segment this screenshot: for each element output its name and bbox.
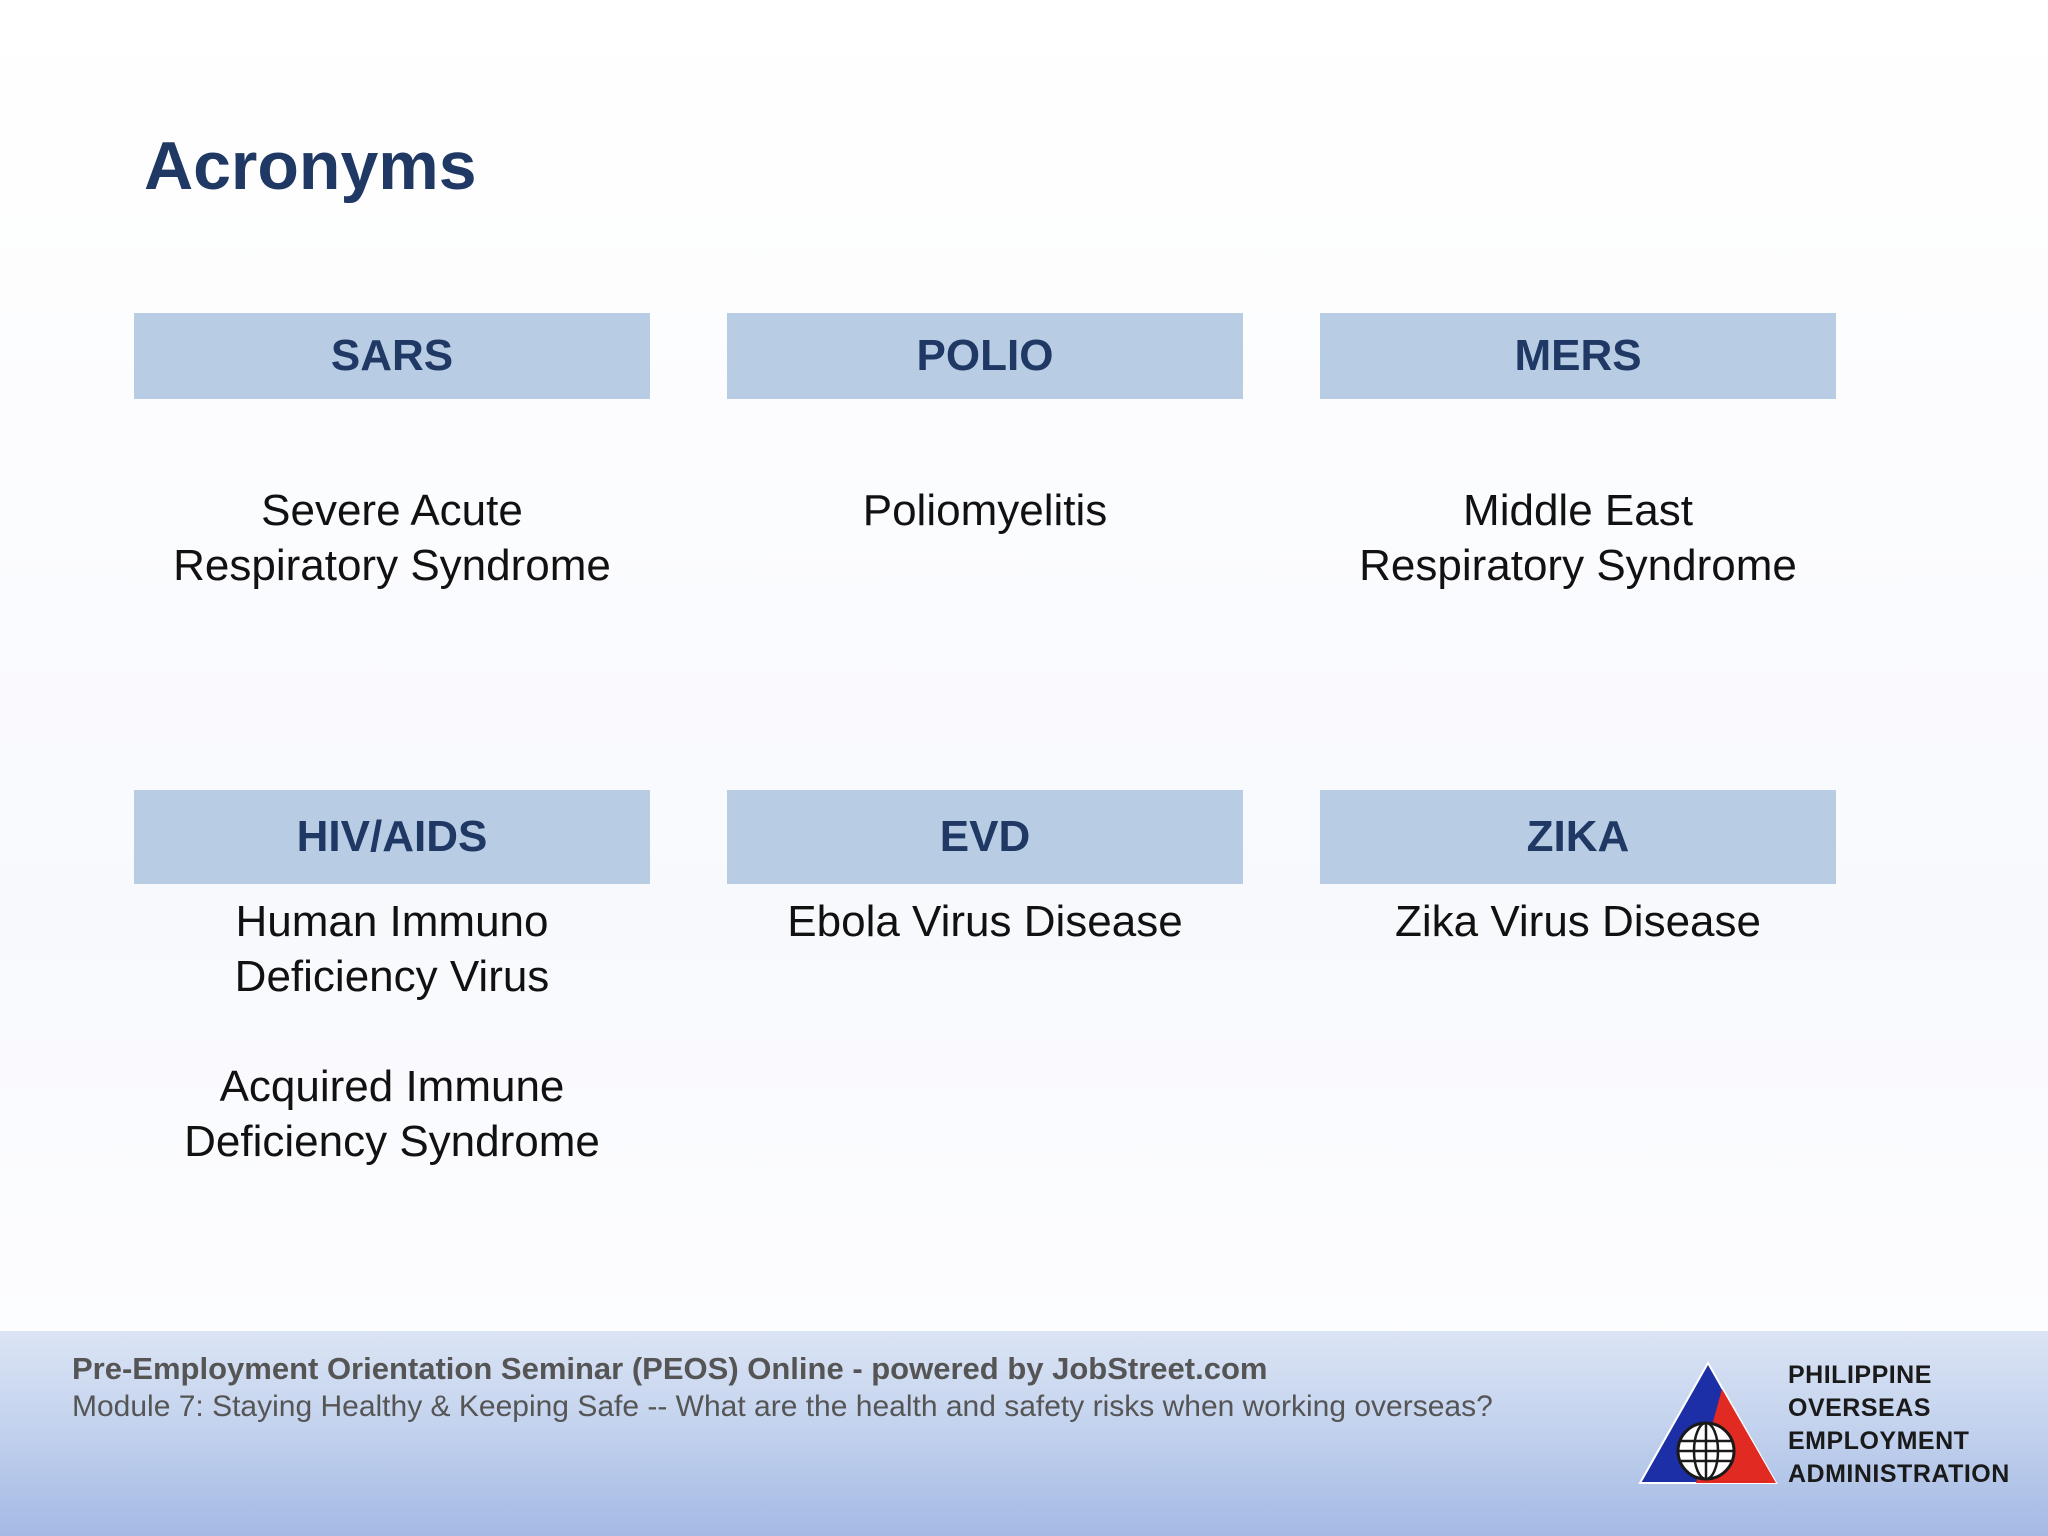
logo-line: ADMINISTRATION (1788, 1460, 2010, 1488)
poea-logo-icon (1636, 1359, 1780, 1487)
acronym-header: HIV/AIDS (134, 790, 650, 884)
logo-line: OVERSEAS (1788, 1394, 1931, 1422)
acronym-card-sars (134, 313, 650, 593)
acronym-card-mers (1320, 313, 1836, 593)
acronym-card-evd (727, 790, 1243, 949)
logo-line: PHILIPPINE (1788, 1361, 1932, 1389)
acronym-meaning: Human Immuno Deficiency Virus Acquired Immune Deficiency Syndrome (184, 897, 600, 1166)
acronym-header: POLIO (727, 313, 1243, 399)
acronym-meaning: Middle East Respiratory Syndrome (1359, 486, 1797, 590)
acronym-meaning: Ebola Virus Disease (787, 897, 1183, 946)
acronym-header: ZIKA (1320, 790, 1836, 884)
acronym-card-hiv-aids (134, 790, 650, 1169)
acronym-card-polio (727, 313, 1243, 538)
footer-banner (0, 1331, 2048, 1536)
acronym-card-zika (1320, 790, 1836, 949)
footer-subtitle: Module 7: Staying Healthy & Keeping Safe -- What are the health and safety risks when working overseas? (72, 1390, 1493, 1423)
logo-line: EMPLOYMENT (1788, 1427, 1970, 1455)
slide-title: Acronyms (144, 128, 477, 204)
acronym-header: EVD (727, 790, 1243, 884)
acronym-header: MERS (1320, 313, 1836, 399)
acronym-meaning: Zika Virus Disease (1395, 897, 1761, 946)
acronym-meaning: Poliomyelitis (862, 486, 1108, 535)
poea-logo-text (1788, 1359, 2010, 1491)
acronym-meaning: Severe Acute Respiratory Syndrome (173, 486, 611, 590)
footer-title: Pre-Employment Orientation Seminar (PEOS) Online - powered by JobStreet.com (72, 1351, 1268, 1386)
acronym-header: SARS (134, 313, 650, 399)
